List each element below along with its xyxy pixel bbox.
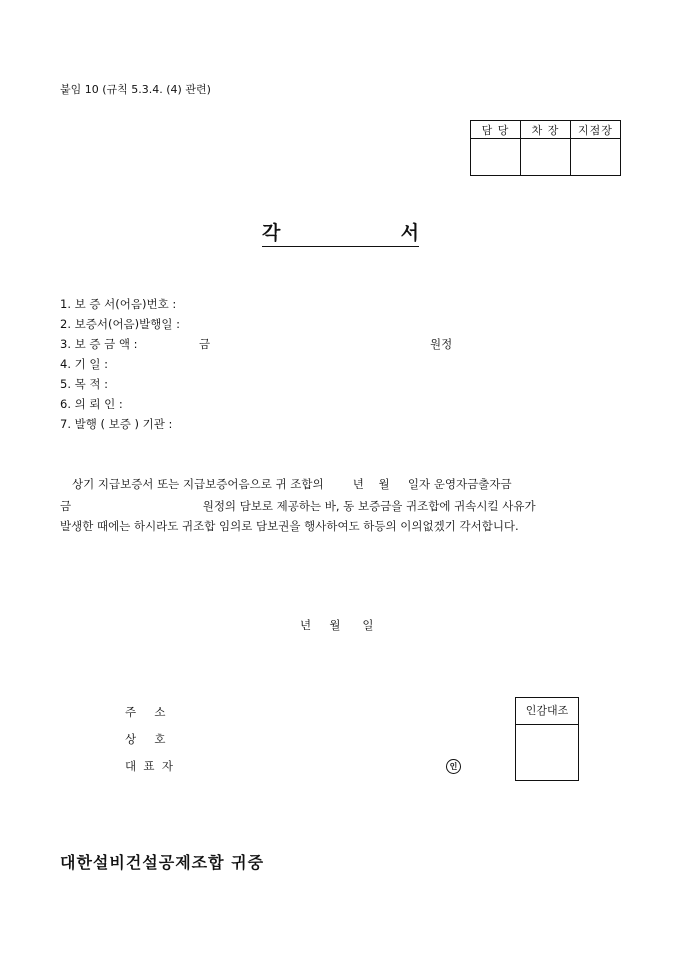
item-amount-suffix: 원정 — [430, 337, 453, 351]
body-line-3: 발생한 때에는 하시라도 귀조합 임의로 담보권을 행사하여도 하등의 이의없겠기 각서합니다. — [60, 519, 519, 533]
body-line-1: 상기 지급보증서 또는 지급보증어음으로 귀 조합의 년 월 일자 운영자금출자금 — [72, 477, 512, 491]
signer-representative-label: 대 표 자 — [125, 759, 173, 773]
approval-sign-staff[interactable] — [471, 139, 521, 176]
item-issuing-institution: 7. 발행 ( 보증 ) 기관 : — [60, 417, 173, 431]
approval-header-staff: 담 당 — [471, 121, 521, 139]
seal-verification-area[interactable] — [516, 725, 578, 780]
approval-header-branch-manager: 지점장 — [571, 121, 621, 139]
body-line-2: 금 원정의 담보로 제공하는 바, 동 보증금을 귀조합에 귀속시킬 사유가 — [60, 499, 536, 513]
seal-verification-label: 인감대조 — [516, 698, 578, 725]
date-line: 년 월 일 — [300, 618, 374, 632]
document-title — [262, 218, 419, 247]
header-reference: 붙임 10 (규칙 5.3.4. (4) 관련) — [60, 83, 211, 96]
item-requester: 6. 의 뢰 인 : — [60, 397, 123, 411]
approval-sign-branch-manager[interactable] — [571, 139, 621, 176]
item-amount: 3. 보 증 금 액 : — [60, 337, 138, 351]
approval-sign-deputy[interactable] — [521, 139, 571, 176]
item-purpose: 5. 목 적 : — [60, 377, 109, 391]
item-guarantee-number: 1. 보 증 서(어음)번호 : — [60, 297, 177, 311]
item-issue-date: 2. 보증서(어음)발행일 : — [60, 317, 181, 331]
seal-mark-icon: 인 — [446, 759, 461, 774]
item-amount-prefix: 금 — [199, 337, 211, 351]
recipient-footer: 대한설비건설공제조합 귀중 — [60, 853, 265, 872]
item-due-date: 4. 기 일 : — [60, 357, 109, 371]
approval-header-deputy: 차 장 — [521, 121, 571, 139]
title-char-1: 각 — [262, 222, 281, 244]
signer-company-label: 상 호 — [125, 732, 166, 746]
seal-verification-box — [515, 697, 579, 781]
signer-address-label: 주 소 — [125, 705, 166, 719]
title-char-2: 서 — [400, 222, 419, 244]
approval-box — [470, 120, 621, 176]
